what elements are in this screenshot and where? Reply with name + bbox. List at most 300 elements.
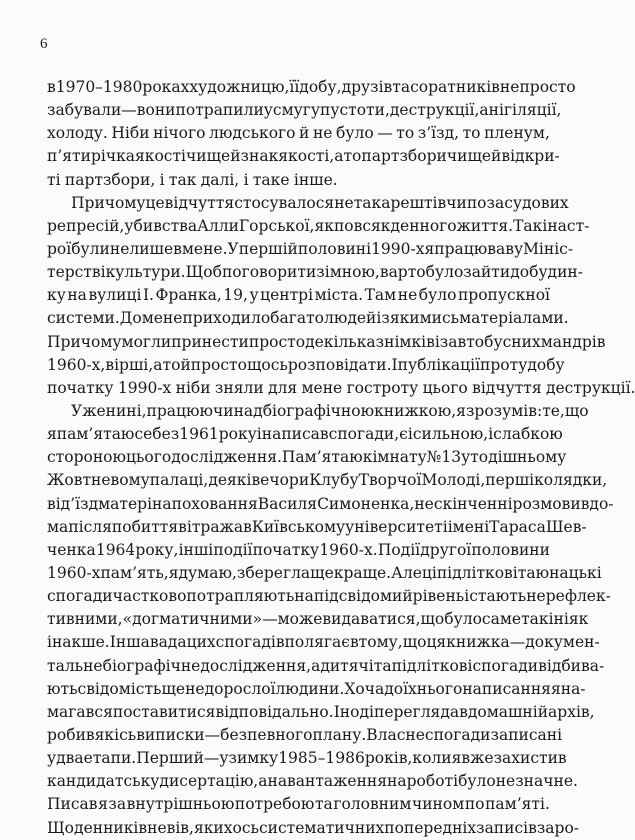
word: нині, bbox=[105, 401, 147, 420]
word: тальне bbox=[47, 656, 103, 675]
word: частково bbox=[112, 587, 187, 606]
word: ку bbox=[47, 286, 66, 305]
word: плану. bbox=[312, 725, 367, 744]
word: Творчої bbox=[358, 471, 422, 490]
word: Інша bbox=[109, 633, 150, 652]
word: цих bbox=[186, 633, 216, 652]
word: та bbox=[392, 78, 411, 96]
word: їхнього bbox=[403, 679, 463, 698]
word: дослідження. bbox=[171, 448, 282, 467]
word: для bbox=[268, 378, 298, 397]
word: із bbox=[434, 332, 449, 351]
word: дитячі bbox=[320, 656, 374, 675]
word: деякі bbox=[208, 471, 252, 490]
word: відчуття bbox=[472, 378, 542, 397]
word: і bbox=[488, 425, 494, 444]
word: пустоти, bbox=[320, 101, 390, 120]
word: я bbox=[550, 679, 561, 698]
word: навантаження bbox=[267, 772, 388, 791]
word: року bbox=[218, 425, 257, 444]
word: стосувалося bbox=[234, 193, 335, 212]
text-line bbox=[47, 516, 587, 539]
word: 1960-х, bbox=[47, 355, 106, 374]
word: мене bbox=[301, 378, 343, 397]
word: Причому bbox=[47, 332, 122, 351]
word: відчуття bbox=[164, 193, 235, 212]
word: написав bbox=[261, 425, 329, 444]
text-line bbox=[47, 423, 563, 446]
word: і bbox=[464, 587, 470, 606]
word: №13 bbox=[426, 448, 462, 467]
word: видаватися, bbox=[322, 610, 421, 629]
word: не bbox=[147, 818, 167, 837]
word: те, bbox=[542, 401, 565, 420]
word: так bbox=[353, 193, 382, 212]
word: у bbox=[461, 448, 471, 467]
word: було bbox=[425, 263, 464, 282]
word: вада bbox=[149, 633, 187, 652]
word: — bbox=[377, 124, 393, 143]
word: пам’ять, bbox=[100, 563, 169, 582]
word: життя. bbox=[456, 216, 514, 235]
word: вів, bbox=[166, 818, 194, 837]
word: зняли bbox=[214, 378, 264, 397]
word: може bbox=[277, 610, 323, 629]
word: партзбори, bbox=[64, 170, 156, 189]
word: Франка, bbox=[155, 286, 222, 305]
word: архів, bbox=[548, 702, 595, 721]
word: два bbox=[56, 749, 84, 768]
word: від’їзд bbox=[47, 494, 99, 513]
word: тодішньому bbox=[470, 448, 567, 467]
word: «догматичними» bbox=[122, 610, 263, 629]
word: щось bbox=[246, 355, 288, 374]
word: роботі bbox=[406, 772, 459, 791]
word: просто bbox=[248, 332, 306, 351]
text-line bbox=[47, 631, 600, 654]
word: ніби bbox=[175, 378, 211, 397]
word: убивства bbox=[124, 216, 198, 235]
text-line bbox=[47, 747, 567, 770]
word: забували bbox=[47, 101, 122, 120]
word: приходило bbox=[182, 309, 271, 328]
text-line bbox=[47, 539, 550, 562]
word: домашній bbox=[467, 702, 549, 721]
word: розмови bbox=[512, 494, 581, 513]
word: пленум, bbox=[484, 124, 550, 143]
word: й bbox=[299, 124, 310, 143]
word: біографічною bbox=[262, 401, 375, 420]
word: деструкції. bbox=[545, 378, 635, 397]
word: записані bbox=[490, 725, 563, 744]
word: будин- bbox=[529, 263, 584, 282]
word: — bbox=[121, 101, 137, 120]
word: її bbox=[289, 78, 300, 96]
text-line bbox=[47, 493, 614, 516]
word: записів bbox=[476, 818, 537, 837]
word: дослідження, bbox=[200, 656, 312, 675]
word: людського bbox=[209, 124, 296, 143]
word: системи. bbox=[47, 309, 120, 328]
word: добу bbox=[527, 355, 565, 374]
word: на bbox=[294, 587, 314, 606]
word: то bbox=[162, 355, 181, 374]
word: Василя bbox=[257, 494, 318, 513]
word: — bbox=[509, 633, 526, 652]
word: поставитися bbox=[112, 702, 216, 721]
text-line bbox=[47, 192, 569, 215]
word: далі, bbox=[200, 170, 240, 189]
word: у bbox=[513, 239, 524, 258]
word: потрапили bbox=[175, 101, 264, 120]
word: думаю, bbox=[178, 563, 237, 582]
word: року, bbox=[135, 540, 179, 559]
word: попередніх bbox=[384, 818, 477, 837]
word: внутрішньою bbox=[126, 795, 235, 814]
word: дисертацію, bbox=[159, 772, 259, 791]
word: та bbox=[373, 656, 392, 675]
word: рівень bbox=[412, 587, 465, 606]
word: на bbox=[67, 286, 87, 305]
word: повсякденного bbox=[333, 216, 457, 235]
word: побиття bbox=[111, 517, 179, 536]
word: спогади bbox=[47, 587, 113, 606]
word: не bbox=[334, 193, 354, 212]
word: підліткові bbox=[391, 656, 473, 675]
word: У bbox=[227, 239, 239, 258]
word: про bbox=[480, 355, 510, 374]
word: перші bbox=[485, 471, 535, 490]
word: першій bbox=[238, 239, 298, 258]
word: палаці, bbox=[149, 471, 209, 490]
word: другої bbox=[420, 540, 472, 559]
word: інші bbox=[178, 540, 214, 559]
word: Шев- bbox=[545, 517, 587, 536]
text-line bbox=[47, 585, 611, 608]
word: Причому bbox=[71, 193, 146, 212]
word: виписки bbox=[136, 725, 205, 744]
word: головним bbox=[333, 795, 412, 814]
word: І bbox=[391, 355, 398, 374]
word: а bbox=[153, 355, 163, 374]
word: вже bbox=[461, 749, 494, 768]
word: зі bbox=[316, 263, 330, 282]
word: Писав bbox=[47, 795, 98, 814]
word: свідомість bbox=[77, 679, 162, 698]
text-line bbox=[47, 377, 635, 400]
word: декілька bbox=[305, 332, 376, 351]
word: Щоденників bbox=[47, 818, 148, 837]
word: в bbox=[173, 239, 182, 258]
word: 1960-х. bbox=[319, 540, 378, 559]
word: ро- bbox=[554, 818, 580, 837]
word: Уже bbox=[71, 401, 106, 420]
word: лише bbox=[129, 239, 174, 258]
word: із bbox=[376, 309, 390, 328]
text-line bbox=[47, 261, 584, 284]
word: спогади, bbox=[328, 425, 400, 444]
word: так bbox=[521, 610, 549, 629]
word: тивними, bbox=[47, 610, 123, 629]
word: спогади bbox=[424, 725, 491, 744]
text-line bbox=[47, 354, 565, 377]
page-number: 6 bbox=[40, 36, 48, 52]
word: ще bbox=[206, 147, 231, 166]
word: чином bbox=[411, 795, 465, 814]
word: по bbox=[464, 795, 485, 814]
word: Тараса bbox=[489, 517, 546, 536]
word: гостроту bbox=[346, 378, 419, 397]
word: Київському bbox=[251, 517, 346, 536]
word: без bbox=[220, 725, 248, 744]
word: було bbox=[444, 610, 482, 629]
word: було bbox=[458, 772, 496, 791]
word: — bbox=[262, 610, 278, 629]
word: то bbox=[462, 124, 481, 143]
word: імені bbox=[447, 517, 490, 536]
word: цього bbox=[422, 378, 468, 397]
text-line bbox=[47, 169, 550, 192]
word: працюючи bbox=[146, 401, 234, 420]
word: та bbox=[314, 795, 333, 814]
word: Перший bbox=[136, 749, 204, 768]
word: університеті bbox=[345, 517, 448, 536]
word: ще bbox=[161, 679, 186, 698]
body-text bbox=[47, 76, 635, 840]
word: етапи. bbox=[83, 749, 137, 768]
word: чи bbox=[446, 193, 467, 212]
word: книжкою, bbox=[374, 401, 457, 420]
word: що bbox=[420, 610, 445, 629]
word: я bbox=[98, 795, 108, 814]
text-line bbox=[47, 215, 590, 238]
word: багато bbox=[270, 309, 324, 328]
text-line bbox=[47, 76, 576, 99]
word: мандрів bbox=[540, 332, 606, 351]
word: і bbox=[243, 170, 249, 189]
word: у bbox=[263, 101, 273, 120]
word: як bbox=[314, 216, 334, 235]
word: варто bbox=[379, 263, 426, 282]
word: а bbox=[311, 656, 321, 675]
word: початку bbox=[47, 378, 114, 397]
word: кімнату bbox=[362, 448, 427, 467]
word: арештів bbox=[381, 193, 447, 212]
word: рої bbox=[47, 239, 72, 258]
word: в bbox=[243, 517, 252, 536]
word: мене. bbox=[181, 239, 228, 258]
word: працював bbox=[434, 239, 514, 258]
word: колядки, bbox=[534, 471, 608, 490]
word: наст- bbox=[547, 216, 590, 235]
word: Алли bbox=[197, 216, 239, 235]
word: чи bbox=[446, 147, 468, 166]
word: й bbox=[180, 355, 191, 374]
text-line bbox=[47, 655, 605, 678]
word: та bbox=[517, 563, 536, 582]
word: й bbox=[230, 147, 241, 166]
word: коли bbox=[412, 749, 452, 768]
word: юнацькі bbox=[535, 563, 602, 582]
text-line bbox=[47, 678, 586, 701]
word: що bbox=[402, 633, 427, 652]
word: після bbox=[68, 517, 112, 536]
word: потребою bbox=[234, 795, 315, 814]
word: До bbox=[119, 309, 142, 328]
word: інше. bbox=[293, 170, 338, 189]
word: партзбори bbox=[361, 147, 447, 166]
word: Молоді, bbox=[421, 471, 486, 490]
word: — bbox=[203, 749, 220, 768]
word: на bbox=[387, 772, 407, 791]
word: були bbox=[71, 239, 110, 258]
word: тому, bbox=[358, 633, 403, 652]
word: ють bbox=[47, 679, 78, 698]
word: захистив bbox=[493, 749, 567, 768]
word: Такі bbox=[513, 216, 548, 235]
word: ці bbox=[421, 563, 437, 582]
word: переглядав bbox=[373, 702, 468, 721]
word: зрозумів: bbox=[465, 401, 543, 420]
word: я bbox=[168, 563, 179, 582]
word: Жовтневому bbox=[47, 471, 150, 490]
word: 1964 bbox=[95, 540, 136, 559]
text-line bbox=[47, 284, 550, 307]
word: людей bbox=[324, 309, 377, 328]
word: мене bbox=[141, 309, 183, 328]
word: якісь bbox=[94, 725, 137, 744]
word: я bbox=[456, 401, 466, 420]
word: магався bbox=[47, 702, 113, 721]
word: ма bbox=[47, 517, 69, 536]
word: в bbox=[349, 633, 359, 652]
word: Хоча bbox=[344, 679, 385, 698]
word: над bbox=[233, 401, 263, 420]
word: слабкою bbox=[493, 425, 563, 444]
word: з’їзд, bbox=[417, 124, 460, 143]
word: 1990-х bbox=[371, 239, 425, 258]
word: смугу bbox=[272, 101, 321, 120]
word: Іноді bbox=[333, 702, 374, 721]
word: кандидатську bbox=[47, 772, 160, 791]
text-line bbox=[47, 238, 574, 261]
word: Події bbox=[377, 540, 421, 559]
word: якихось bbox=[193, 818, 259, 837]
word: Горської, bbox=[238, 216, 315, 235]
word: розповідати. bbox=[287, 355, 392, 374]
word: вулиці bbox=[88, 286, 142, 305]
word: з bbox=[170, 425, 180, 444]
word: знак bbox=[240, 147, 279, 166]
word: 1985–1986 bbox=[278, 749, 365, 768]
word: пам’яті. bbox=[485, 795, 550, 814]
word: Ніби bbox=[111, 124, 150, 143]
word: Там bbox=[364, 286, 397, 305]
word: матеріалами. bbox=[459, 309, 569, 328]
word: 1990-х bbox=[117, 378, 172, 397]
word: ніяк bbox=[553, 610, 589, 629]
word: пропускної bbox=[457, 286, 550, 305]
word: людини. bbox=[275, 679, 345, 698]
word: терстві bbox=[47, 263, 106, 282]
word: і bbox=[407, 425, 413, 444]
word: Симоненка, bbox=[317, 494, 415, 513]
word: незначне. bbox=[495, 772, 578, 791]
word: вдо- bbox=[580, 494, 614, 513]
word: якимись bbox=[389, 309, 460, 328]
word: Щоб bbox=[185, 263, 222, 282]
word: за bbox=[108, 795, 127, 814]
word: 1970–1980 bbox=[55, 78, 143, 96]
word: пам’ятаю bbox=[56, 425, 135, 444]
word: 1961 bbox=[179, 425, 219, 444]
word: публікації bbox=[397, 355, 481, 374]
text-line bbox=[47, 817, 580, 840]
text-line bbox=[47, 469, 608, 492]
word: було bbox=[336, 124, 374, 143]
word: книжка bbox=[446, 633, 510, 652]
word: і bbox=[548, 610, 554, 629]
word: ченка bbox=[47, 540, 96, 559]
word: половини bbox=[471, 540, 550, 559]
word: половині bbox=[297, 239, 372, 258]
word: Але bbox=[391, 563, 422, 582]
word: написання bbox=[462, 679, 551, 698]
word: на bbox=[152, 494, 172, 513]
word: у bbox=[249, 286, 259, 305]
word: — bbox=[204, 725, 221, 744]
word: систематичних bbox=[258, 818, 385, 837]
word: підліткові bbox=[436, 563, 518, 582]
text-line bbox=[47, 99, 562, 122]
word: біографічне bbox=[102, 656, 201, 675]
word: не bbox=[397, 286, 418, 305]
word: й bbox=[491, 147, 502, 166]
text-line bbox=[47, 145, 560, 168]
word: у bbox=[47, 749, 57, 768]
word: стають bbox=[469, 587, 527, 606]
word: вечори bbox=[251, 471, 310, 490]
word: певного bbox=[247, 725, 313, 744]
word: не bbox=[312, 124, 333, 143]
word: я bbox=[47, 425, 57, 444]
word: підсвідомий bbox=[313, 587, 413, 606]
word: до bbox=[384, 679, 404, 698]
word: я bbox=[451, 749, 462, 768]
text-line bbox=[47, 331, 606, 354]
word: соратників bbox=[410, 78, 500, 96]
word: то bbox=[396, 124, 415, 143]
word: вірші, bbox=[105, 355, 154, 374]
word: принести bbox=[171, 332, 249, 351]
word: краще. bbox=[333, 563, 392, 582]
word: вони bbox=[136, 101, 176, 120]
word: репресій, bbox=[47, 216, 125, 235]
word: стороною bbox=[47, 448, 126, 467]
word: І. bbox=[142, 286, 154, 305]
word: цього bbox=[126, 448, 172, 467]
word: художницю, bbox=[189, 78, 290, 96]
word: друзів bbox=[341, 78, 393, 96]
word: я bbox=[424, 239, 435, 258]
word: це bbox=[145, 193, 165, 212]
word: позасудових bbox=[466, 193, 569, 212]
word: якості, bbox=[278, 147, 335, 166]
word: що bbox=[564, 401, 589, 420]
word: Клубу bbox=[309, 471, 359, 490]
text-line bbox=[47, 701, 595, 724]
word: Мініс- bbox=[523, 239, 574, 258]
